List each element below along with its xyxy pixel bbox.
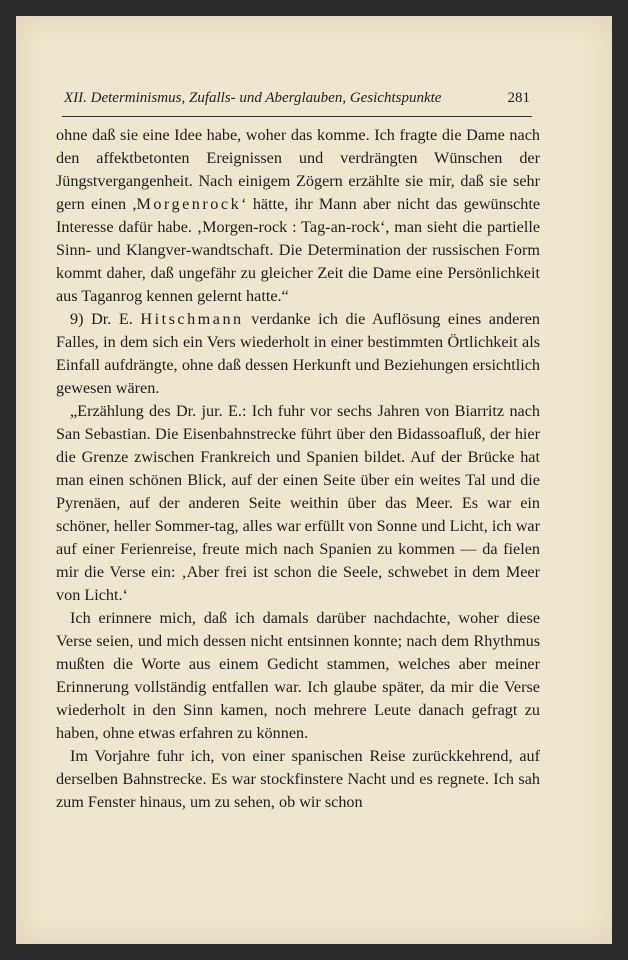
body-text bbox=[56, 124, 540, 814]
spaced-name: Hitschmann bbox=[140, 310, 244, 328]
paragraph-text: 9) Dr. E. bbox=[70, 310, 141, 328]
paragraph-text: Im Vorjahre fuhr ich, von einer spanischen Reise zurückkehrend, auf derselben Bahnstrecke. Es war stockfinstere Nacht und es regnete. Ich sah zum Fenster hinaus, um zu sehen, ob wir schon bbox=[56, 747, 540, 811]
paragraph-text: ohne daß sie eine Idee habe, woher das komme. Ich fragte die Dame nach den affektbetonten Ereignissen und verdrängten Wünschen der Jüngstvergangenheit. Nach einigem Zögern erzählte sie mir, daß sie sehr gern einen , bbox=[56, 126, 540, 213]
paragraph-1 bbox=[56, 124, 540, 308]
header-rule bbox=[62, 116, 532, 117]
paragraph-text: ‘ hätte, ihr Mann aber nicht das gewünschte Interesse dafür habe. ‚Morgen-rock : Tag-an-rock‘, man sieht die partielle Sinn- und Klangver-wandtschaft. Die Determination der russischen Form kommt daher, daß ungefähr zu gleicher Zeit die Dame eine Persönlichkeit aus Taganrog kennen gelernt hatte.“ bbox=[56, 195, 540, 305]
spaced-word: Morgenrock bbox=[136, 195, 242, 213]
page-number: 281 bbox=[507, 90, 530, 106]
paragraph-5 bbox=[56, 745, 540, 814]
paragraph-3 bbox=[56, 400, 540, 607]
paragraph-text: verdanke ich die Auflösung eines anderen Falles, in dem sich ein Vers wiederholt in einer bestimmten Örtlichkeit als Einfall aufdrängte, ohne daß dessen Herkunft und Beziehungen ersichtlich gewesen wären. bbox=[56, 310, 540, 397]
paragraph-2 bbox=[56, 308, 540, 400]
paragraph-4 bbox=[56, 607, 540, 745]
paragraph-text: Ich erinnere mich, daß ich damals darüber nachdachte, woher diese Verse seien, und mich dessen nicht entsinnen konnte; nach dem Rhythmus mußten die Worte aus einem Gedicht stammen, welches aber meiner Erinnerung vollständig entfallen war. Ich glaube später, da mir die Verse wiederholt in den Sinn kamen, noch mehrere Leute danach gefragt zu haben, ohne etwas erfahren zu können. bbox=[56, 609, 540, 742]
running-title: XII. Determinismus, Zufalls- und Aberglauben, Gesichtspunkte bbox=[64, 90, 442, 106]
book-page bbox=[16, 16, 612, 944]
paragraph-text: „Erzählung des Dr. jur. E.: Ich fuhr vor sechs Jahren von Biarritz nach San Sebastian. Die Eisenbahnstrecke führt über den Bidassoafluß, der hier die Grenze zwischen Frankreich und Spanien bildet. Auf der Brücke hat man einen schönen Blick, auf der einen Seite über ein weites Tal und die Pyrenäen, auf der anderen Seite weithin über das Meer. Es war ein schöner, heller Sommer-tag, alles war erfüllt von Sonne und Licht, ich war auf einer Ferienreise, freute mich nach Spanien zu kommen — da fielen mir die Verse ein: ‚Aber frei ist schon die Seele, schwebet in dem Meer von Licht.‘ bbox=[56, 402, 540, 604]
running-header bbox=[64, 90, 530, 107]
